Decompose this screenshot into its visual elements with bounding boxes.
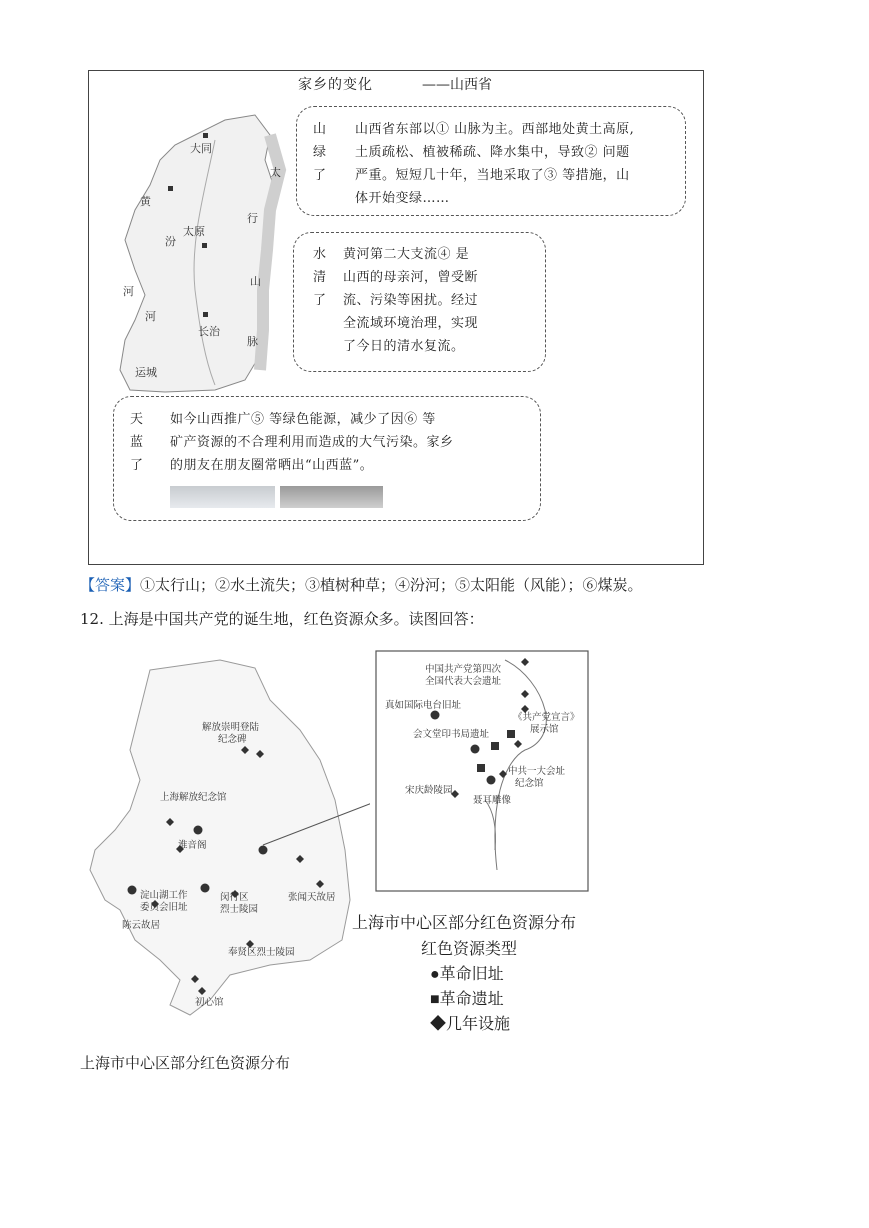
mountain-label: 山 — [250, 276, 261, 288]
inset-label: 会文堂印书局遗址 — [413, 729, 490, 740]
former-site-circle — [201, 884, 210, 893]
sky-photo-2 — [280, 486, 383, 508]
inset-label: 纪念馆 — [515, 778, 544, 789]
box1-text: 山西省东部以① 山脉为主。西部地处黄土高原, 土质疏松、植被稀疏、降水集中，导致② 问题 严重。短短几十年，当地采取了③ 等措施，山 体开始变绿…… — [355, 122, 635, 206]
former-site-circle — [259, 846, 268, 855]
relic-square — [491, 742, 499, 750]
city-label: 长治 — [198, 326, 220, 338]
map-label: 淀山湖工作 — [140, 890, 188, 901]
box2-text: 黄河第二大支流④ 是 山西的母亲河，曾受断 流、污染等困扰。经过 全流域环境治理，实现 了今日的清水复流。 — [343, 247, 479, 354]
map-label: 闵行区 — [220, 892, 249, 903]
answer-text: ①太行山；②水土流失；③植树种草；④汾河；⑤太阳能（风能）；⑥煤炭。 — [140, 576, 643, 594]
map-label: 张闻天故居 — [288, 892, 336, 903]
inset-label: 《共产党宣言》 — [513, 712, 580, 723]
river-label: 河 — [145, 311, 156, 323]
mountain-label: 行 — [247, 213, 258, 225]
city-marker — [203, 133, 208, 138]
former-site-circle — [487, 776, 496, 785]
river-label: 汾 — [165, 236, 176, 248]
mountain-label: 太 — [270, 167, 281, 179]
relic-square — [477, 764, 485, 772]
relic-square — [507, 730, 515, 738]
map-label: 委员会旧址 — [140, 902, 188, 913]
map-label: 初心馆 — [195, 997, 224, 1008]
legend-item-relic-site: ■革命遗址 — [430, 991, 504, 1008]
map-label: 解放崇明登陆 — [202, 722, 260, 733]
city-marker — [168, 186, 173, 191]
box3-side-label: 天 蓝 了 — [130, 412, 144, 473]
frame-subtitle: ——山西省 — [422, 77, 492, 93]
answer-line — [80, 574, 643, 595]
map-label: 上海解放纪念馆 — [160, 792, 227, 803]
former-site-circle — [431, 711, 440, 720]
figure-caption: 上海市中心区部分红色资源分布 — [80, 1054, 291, 1072]
map-label: 烈士陵园 — [220, 904, 259, 915]
map-label: 纪念碑 — [218, 734, 247, 745]
map-label: 陈云故居 — [122, 920, 161, 931]
map-label: 奉贤区烈士陵园 — [228, 947, 295, 958]
sky-photo-1 — [170, 486, 275, 508]
legend-item-former-site: ●革命旧址 — [430, 966, 504, 983]
inset-label: 真如国际电台旧址 — [385, 700, 462, 711]
city-label: 太原 — [183, 226, 205, 238]
legend-subtitle: 红色资源类型 — [421, 941, 518, 958]
answer-tag: 【答案】 — [80, 576, 141, 594]
inset-label: 中共一大会址 — [508, 766, 566, 777]
river-label: 黄 — [140, 196, 151, 208]
frame-title: 家乡的变化 — [298, 77, 373, 93]
city-marker — [203, 312, 208, 317]
legend-item-facility: ◆几年设施 — [430, 1016, 511, 1033]
river-label: 河 — [123, 286, 134, 298]
map-label: 淮音阁 — [178, 840, 207, 851]
city-label: 大同 — [190, 143, 212, 155]
former-site-circle — [471, 745, 480, 754]
box1-side-label: 山 绿 了 — [313, 122, 327, 183]
box2-side-label: 水 清 了 — [313, 247, 327, 308]
question-12: 12. 上海是中国共产党的诞生地，红色资源众多。读图回答： — [80, 610, 484, 628]
inset-label: 全国代表大会遗址 — [425, 676, 502, 687]
mountain-label: 脉 — [247, 336, 258, 348]
shanghai-inset-map — [375, 650, 590, 892]
legend-title: 上海市中心区部分红色资源分布 — [352, 915, 577, 932]
city-marker — [202, 243, 207, 248]
former-site-circle — [128, 886, 137, 895]
former-site-circle — [194, 826, 203, 835]
inset-label: 宋庆龄陵园 — [405, 785, 453, 796]
box3-text: 如今山西推广⑤ 等绿色能源，减少了因⑥ 等 矿产资源的不合理利用而造成的大气污染。家乡 的朋友在朋友圈常晒出“山西蓝”。 — [170, 412, 454, 473]
inset-label: 聂耳雕像 — [473, 795, 512, 806]
shanxi-map — [95, 100, 295, 400]
inset-label: 展示馆 — [530, 724, 559, 735]
shanghai-map — [80, 650, 370, 1030]
inset-label: 中国共产党第四次 — [425, 664, 502, 675]
city-label: 运城 — [135, 367, 157, 379]
